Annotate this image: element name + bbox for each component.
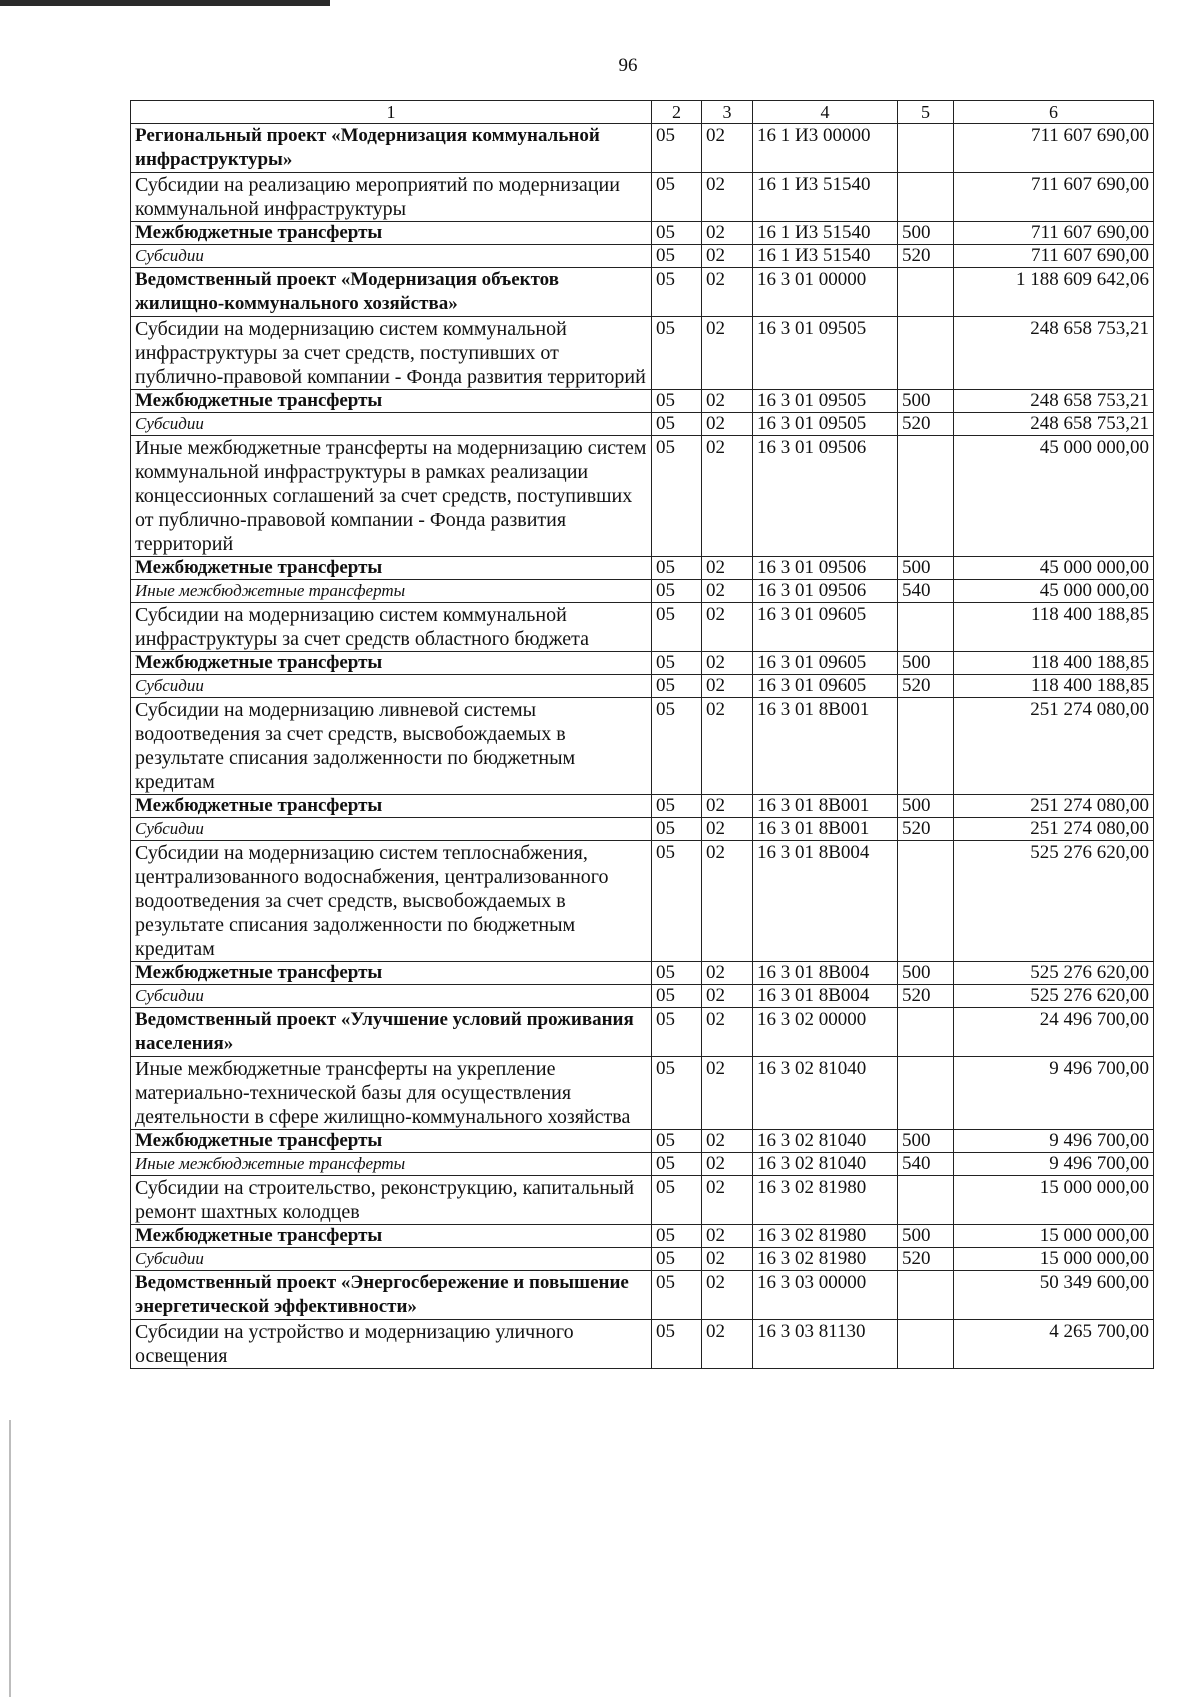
row-amount: 251 274 080,00 bbox=[954, 818, 1154, 841]
row-expense-type bbox=[898, 1176, 954, 1225]
row-expense-type bbox=[898, 841, 954, 962]
row-expense-type: 500 bbox=[898, 795, 954, 818]
row-amount: 15 000 000,00 bbox=[954, 1248, 1154, 1271]
table-row bbox=[131, 268, 1154, 317]
row-amount: 248 658 753,21 bbox=[954, 390, 1154, 413]
table-row bbox=[131, 675, 1154, 698]
table-row bbox=[131, 413, 1154, 436]
row-name: Иные межбюджетные трансферты на модернизацию систем коммунальной инфраструктуры в рамках реализации концессионных соглашений за счет средств, поступивших от публично-правовой компании - Фонда развития территорий bbox=[131, 436, 652, 557]
row-subsection: 02 bbox=[702, 1225, 753, 1248]
row-amount: 9 496 700,00 bbox=[954, 1130, 1154, 1153]
row-name: Межбюджетные трансферты bbox=[131, 557, 652, 580]
row-amount: 9 496 700,00 bbox=[954, 1057, 1154, 1130]
row-section: 05 bbox=[652, 222, 702, 245]
row-subsection: 02 bbox=[702, 1057, 753, 1130]
table-row bbox=[131, 1225, 1154, 1248]
table-row bbox=[131, 1271, 1154, 1320]
row-amount: 1 188 609 642,06 bbox=[954, 268, 1154, 317]
row-expense-type: 500 bbox=[898, 1225, 954, 1248]
row-subsection: 02 bbox=[702, 962, 753, 985]
row-section: 05 bbox=[652, 1248, 702, 1271]
row-amount: 118 400 188,85 bbox=[954, 675, 1154, 698]
table-row bbox=[131, 985, 1154, 1008]
row-target-code: 16 3 01 09505 bbox=[753, 390, 898, 413]
row-name: Ведомственный проект «Энергосбережение и повышение энергетической эффективности» bbox=[131, 1271, 652, 1320]
row-expense-type: 520 bbox=[898, 818, 954, 841]
row-subsection: 02 bbox=[702, 317, 753, 390]
row-subsection: 02 bbox=[702, 245, 753, 268]
row-subsection: 02 bbox=[702, 1271, 753, 1320]
table-row bbox=[131, 603, 1154, 652]
row-section: 05 bbox=[652, 1271, 702, 1320]
row-amount: 711 607 690,00 bbox=[954, 173, 1154, 222]
row-section: 05 bbox=[652, 413, 702, 436]
row-target-code: 16 3 02 81980 bbox=[753, 1248, 898, 1271]
row-expense-type: 500 bbox=[898, 390, 954, 413]
row-target-code: 16 3 03 00000 bbox=[753, 1271, 898, 1320]
table-row bbox=[131, 962, 1154, 985]
row-name: Иные межбюджетные трансферты bbox=[131, 1153, 652, 1176]
row-amount: 50 349 600,00 bbox=[954, 1271, 1154, 1320]
row-name: Межбюджетные трансферты bbox=[131, 390, 652, 413]
row-subsection: 02 bbox=[702, 1176, 753, 1225]
row-name: Субсидии на устройство и модернизацию уличного освещения bbox=[131, 1320, 652, 1369]
row-target-code: 16 3 01 09605 bbox=[753, 603, 898, 652]
row-name: Субсидии bbox=[131, 985, 652, 1008]
row-section: 05 bbox=[652, 1320, 702, 1369]
row-amount: 248 658 753,21 bbox=[954, 413, 1154, 436]
row-amount: 525 276 620,00 bbox=[954, 962, 1154, 985]
row-expense-type: 500 bbox=[898, 962, 954, 985]
row-amount: 118 400 188,85 bbox=[954, 603, 1154, 652]
row-section: 05 bbox=[652, 245, 702, 268]
table-row bbox=[131, 317, 1154, 390]
row-target-code: 16 3 02 81040 bbox=[753, 1130, 898, 1153]
row-target-code: 16 1 И3 00000 bbox=[753, 124, 898, 173]
table-row bbox=[131, 818, 1154, 841]
row-target-code: 16 3 01 09506 bbox=[753, 436, 898, 557]
row-section: 05 bbox=[652, 268, 702, 317]
row-name: Субсидии bbox=[131, 675, 652, 698]
row-name: Межбюджетные трансферты bbox=[131, 962, 652, 985]
row-name: Субсидии на модернизацию систем коммунальной инфраструктуры за счет средств областного бюджета bbox=[131, 603, 652, 652]
row-amount: 711 607 690,00 bbox=[954, 245, 1154, 268]
row-amount: 45 000 000,00 bbox=[954, 580, 1154, 603]
row-target-code: 16 3 02 00000 bbox=[753, 1008, 898, 1057]
row-amount: 251 274 080,00 bbox=[954, 795, 1154, 818]
table-row bbox=[131, 222, 1154, 245]
row-target-code: 16 3 02 81980 bbox=[753, 1176, 898, 1225]
row-target-code: 16 1 И3 51540 bbox=[753, 245, 898, 268]
row-section: 05 bbox=[652, 124, 702, 173]
row-amount: 525 276 620,00 bbox=[954, 841, 1154, 962]
row-target-code: 16 3 01 09605 bbox=[753, 652, 898, 675]
row-name: Межбюджетные трансферты bbox=[131, 1130, 652, 1153]
row-subsection: 02 bbox=[702, 173, 753, 222]
row-name: Региональный проект «Модернизация коммунальной инфраструктуры» bbox=[131, 124, 652, 173]
row-name: Субсидии bbox=[131, 245, 652, 268]
row-section: 05 bbox=[652, 1176, 702, 1225]
header-col-4: 4 bbox=[753, 101, 898, 124]
row-expense-type: 520 bbox=[898, 1248, 954, 1271]
row-section: 05 bbox=[652, 173, 702, 222]
row-target-code: 16 3 02 81040 bbox=[753, 1153, 898, 1176]
row-amount: 15 000 000,00 bbox=[954, 1225, 1154, 1248]
table-row bbox=[131, 795, 1154, 818]
header-col-1: 1 bbox=[131, 101, 652, 124]
scan-top-edge bbox=[0, 0, 330, 6]
row-target-code: 16 3 02 81040 bbox=[753, 1057, 898, 1130]
row-expense-type: 520 bbox=[898, 413, 954, 436]
row-amount: 24 496 700,00 bbox=[954, 1008, 1154, 1057]
row-amount: 525 276 620,00 bbox=[954, 985, 1154, 1008]
row-target-code: 16 3 01 09506 bbox=[753, 557, 898, 580]
row-target-code: 16 3 01 09505 bbox=[753, 413, 898, 436]
row-expense-type bbox=[898, 436, 954, 557]
row-name: Межбюджетные трансферты bbox=[131, 652, 652, 675]
row-section: 05 bbox=[652, 436, 702, 557]
table-row bbox=[131, 1176, 1154, 1225]
row-subsection: 02 bbox=[702, 795, 753, 818]
row-target-code: 16 3 02 81980 bbox=[753, 1225, 898, 1248]
table-row bbox=[131, 1153, 1154, 1176]
row-amount: 45 000 000,00 bbox=[954, 436, 1154, 557]
page-number: 96 bbox=[618, 55, 638, 76]
row-subsection: 02 bbox=[702, 268, 753, 317]
row-target-code: 16 3 01 09506 bbox=[753, 580, 898, 603]
row-amount: 711 607 690,00 bbox=[954, 222, 1154, 245]
row-subsection: 02 bbox=[702, 557, 753, 580]
header-col-6: 6 bbox=[954, 101, 1154, 124]
header-col-3: 3 bbox=[702, 101, 753, 124]
table-row bbox=[131, 390, 1154, 413]
row-expense-type bbox=[898, 603, 954, 652]
row-expense-type bbox=[898, 1057, 954, 1130]
row-section: 05 bbox=[652, 557, 702, 580]
row-subsection: 02 bbox=[702, 1153, 753, 1176]
row-section: 05 bbox=[652, 652, 702, 675]
row-target-code: 16 3 01 8В001 bbox=[753, 698, 898, 795]
row-subsection: 02 bbox=[702, 124, 753, 173]
row-target-code: 16 3 01 09505 bbox=[753, 317, 898, 390]
row-section: 05 bbox=[652, 841, 702, 962]
row-amount: 9 496 700,00 bbox=[954, 1153, 1154, 1176]
row-subsection: 02 bbox=[702, 818, 753, 841]
row-subsection: 02 bbox=[702, 985, 753, 1008]
row-subsection: 02 bbox=[702, 390, 753, 413]
row-expense-type: 500 bbox=[898, 652, 954, 675]
row-expense-type bbox=[898, 1008, 954, 1057]
row-section: 05 bbox=[652, 580, 702, 603]
row-amount: 248 658 753,21 bbox=[954, 317, 1154, 390]
row-subsection: 02 bbox=[702, 1130, 753, 1153]
row-target-code: 16 3 01 8В004 bbox=[753, 841, 898, 962]
row-name: Иные межбюджетные трансферты bbox=[131, 580, 652, 603]
row-expense-type: 520 bbox=[898, 675, 954, 698]
row-name: Субсидии bbox=[131, 413, 652, 436]
row-subsection: 02 bbox=[702, 698, 753, 795]
row-section: 05 bbox=[652, 603, 702, 652]
row-expense-type: 520 bbox=[898, 985, 954, 1008]
row-subsection: 02 bbox=[702, 675, 753, 698]
table-row bbox=[131, 173, 1154, 222]
table-row bbox=[131, 1248, 1154, 1271]
table-row bbox=[131, 841, 1154, 962]
row-name: Иные межбюджетные трансферты на укрепление материально-технической базы для осуществления деятельности в сфере жилищно-коммунального хозяйства bbox=[131, 1057, 652, 1130]
row-name: Субсидии на модернизацию систем коммунальной инфраструктуры за счет средств, поступивших от публично-правовой компании - Фонда развития территорий bbox=[131, 317, 652, 390]
row-name: Межбюджетные трансферты bbox=[131, 795, 652, 818]
row-expense-type: 500 bbox=[898, 557, 954, 580]
row-section: 05 bbox=[652, 818, 702, 841]
table-row bbox=[131, 1057, 1154, 1130]
row-section: 05 bbox=[652, 317, 702, 390]
row-name: Ведомственный проект «Модернизация объектов жилищно-коммунального хозяйства» bbox=[131, 268, 652, 317]
table-row bbox=[131, 557, 1154, 580]
table-row bbox=[131, 124, 1154, 173]
row-subsection: 02 bbox=[702, 580, 753, 603]
row-expense-type bbox=[898, 1271, 954, 1320]
row-target-code: 16 3 01 09605 bbox=[753, 675, 898, 698]
row-section: 05 bbox=[652, 1130, 702, 1153]
table-row bbox=[131, 1320, 1154, 1369]
row-expense-type bbox=[898, 1320, 954, 1369]
row-section: 05 bbox=[652, 1057, 702, 1130]
row-expense-type: 500 bbox=[898, 1130, 954, 1153]
row-expense-type: 540 bbox=[898, 580, 954, 603]
row-section: 05 bbox=[652, 1153, 702, 1176]
row-section: 05 bbox=[652, 985, 702, 1008]
row-name: Субсидии bbox=[131, 818, 652, 841]
row-amount: 4 265 700,00 bbox=[954, 1320, 1154, 1369]
row-subsection: 02 bbox=[702, 652, 753, 675]
row-section: 05 bbox=[652, 675, 702, 698]
row-section: 05 bbox=[652, 962, 702, 985]
table-row bbox=[131, 1008, 1154, 1057]
row-target-code: 16 3 01 8В001 bbox=[753, 795, 898, 818]
row-expense-type: 540 bbox=[898, 1153, 954, 1176]
row-target-code: 16 1 И3 51540 bbox=[753, 173, 898, 222]
row-expense-type bbox=[898, 698, 954, 795]
row-name: Субсидии bbox=[131, 1248, 652, 1271]
row-amount: 45 000 000,00 bbox=[954, 557, 1154, 580]
row-subsection: 02 bbox=[702, 413, 753, 436]
row-target-code: 16 3 01 8В004 bbox=[753, 962, 898, 985]
table-row bbox=[131, 1130, 1154, 1153]
row-subsection: 02 bbox=[702, 436, 753, 557]
row-subsection: 02 bbox=[702, 1008, 753, 1057]
table-row bbox=[131, 698, 1154, 795]
row-subsection: 02 bbox=[702, 841, 753, 962]
scan-left-edge bbox=[9, 1420, 11, 1697]
row-name: Субсидии на модернизацию систем теплоснабжения, централизованного водоснабжения, централизованного водоотведения за счет средств, высвобождаемых в результате списания задолженности по бюджетным кредитам bbox=[131, 841, 652, 962]
row-amount: 251 274 080,00 bbox=[954, 698, 1154, 795]
row-amount: 711 607 690,00 bbox=[954, 124, 1154, 173]
row-target-code: 16 1 И3 51540 bbox=[753, 222, 898, 245]
row-expense-type: 520 bbox=[898, 245, 954, 268]
row-target-code: 16 3 01 00000 bbox=[753, 268, 898, 317]
row-expense-type bbox=[898, 124, 954, 173]
row-amount: 118 400 188,85 bbox=[954, 652, 1154, 675]
row-expense-type bbox=[898, 173, 954, 222]
row-target-code: 16 3 03 81130 bbox=[753, 1320, 898, 1369]
row-target-code: 16 3 01 8В001 bbox=[753, 818, 898, 841]
row-name: Межбюджетные трансферты bbox=[131, 222, 652, 245]
row-expense-type bbox=[898, 317, 954, 390]
row-subsection: 02 bbox=[702, 222, 753, 245]
row-expense-type bbox=[898, 268, 954, 317]
table-row bbox=[131, 580, 1154, 603]
budget-table-body bbox=[131, 101, 1154, 1369]
row-subsection: 02 bbox=[702, 603, 753, 652]
row-section: 05 bbox=[652, 390, 702, 413]
row-subsection: 02 bbox=[702, 1320, 753, 1369]
table-header-row bbox=[131, 101, 1154, 124]
header-col-2: 2 bbox=[652, 101, 702, 124]
row-amount: 15 000 000,00 bbox=[954, 1176, 1154, 1225]
table-row bbox=[131, 245, 1154, 268]
row-subsection: 02 bbox=[702, 1248, 753, 1271]
row-section: 05 bbox=[652, 698, 702, 795]
row-section: 05 bbox=[652, 1008, 702, 1057]
row-name: Ведомственный проект «Улучшение условий проживания населения» bbox=[131, 1008, 652, 1057]
budget-table bbox=[130, 100, 1154, 1369]
header-col-5: 5 bbox=[898, 101, 954, 124]
row-name: Субсидии на строительство, реконструкцию, капитальный ремонт шахтных колодцев bbox=[131, 1176, 652, 1225]
row-name: Межбюджетные трансферты bbox=[131, 1225, 652, 1248]
table-row bbox=[131, 652, 1154, 675]
row-expense-type: 500 bbox=[898, 222, 954, 245]
row-name: Субсидии на модернизацию ливневой системы водоотведения за счет средств, высвобождаемых в результате списания задолженности по бюджетным кредитам bbox=[131, 698, 652, 795]
row-name: Субсидии на реализацию мероприятий по модернизации коммунальной инфраструктуры bbox=[131, 173, 652, 222]
row-target-code: 16 3 01 8В004 bbox=[753, 985, 898, 1008]
row-section: 05 bbox=[652, 1225, 702, 1248]
table-row bbox=[131, 436, 1154, 557]
row-section: 05 bbox=[652, 795, 702, 818]
